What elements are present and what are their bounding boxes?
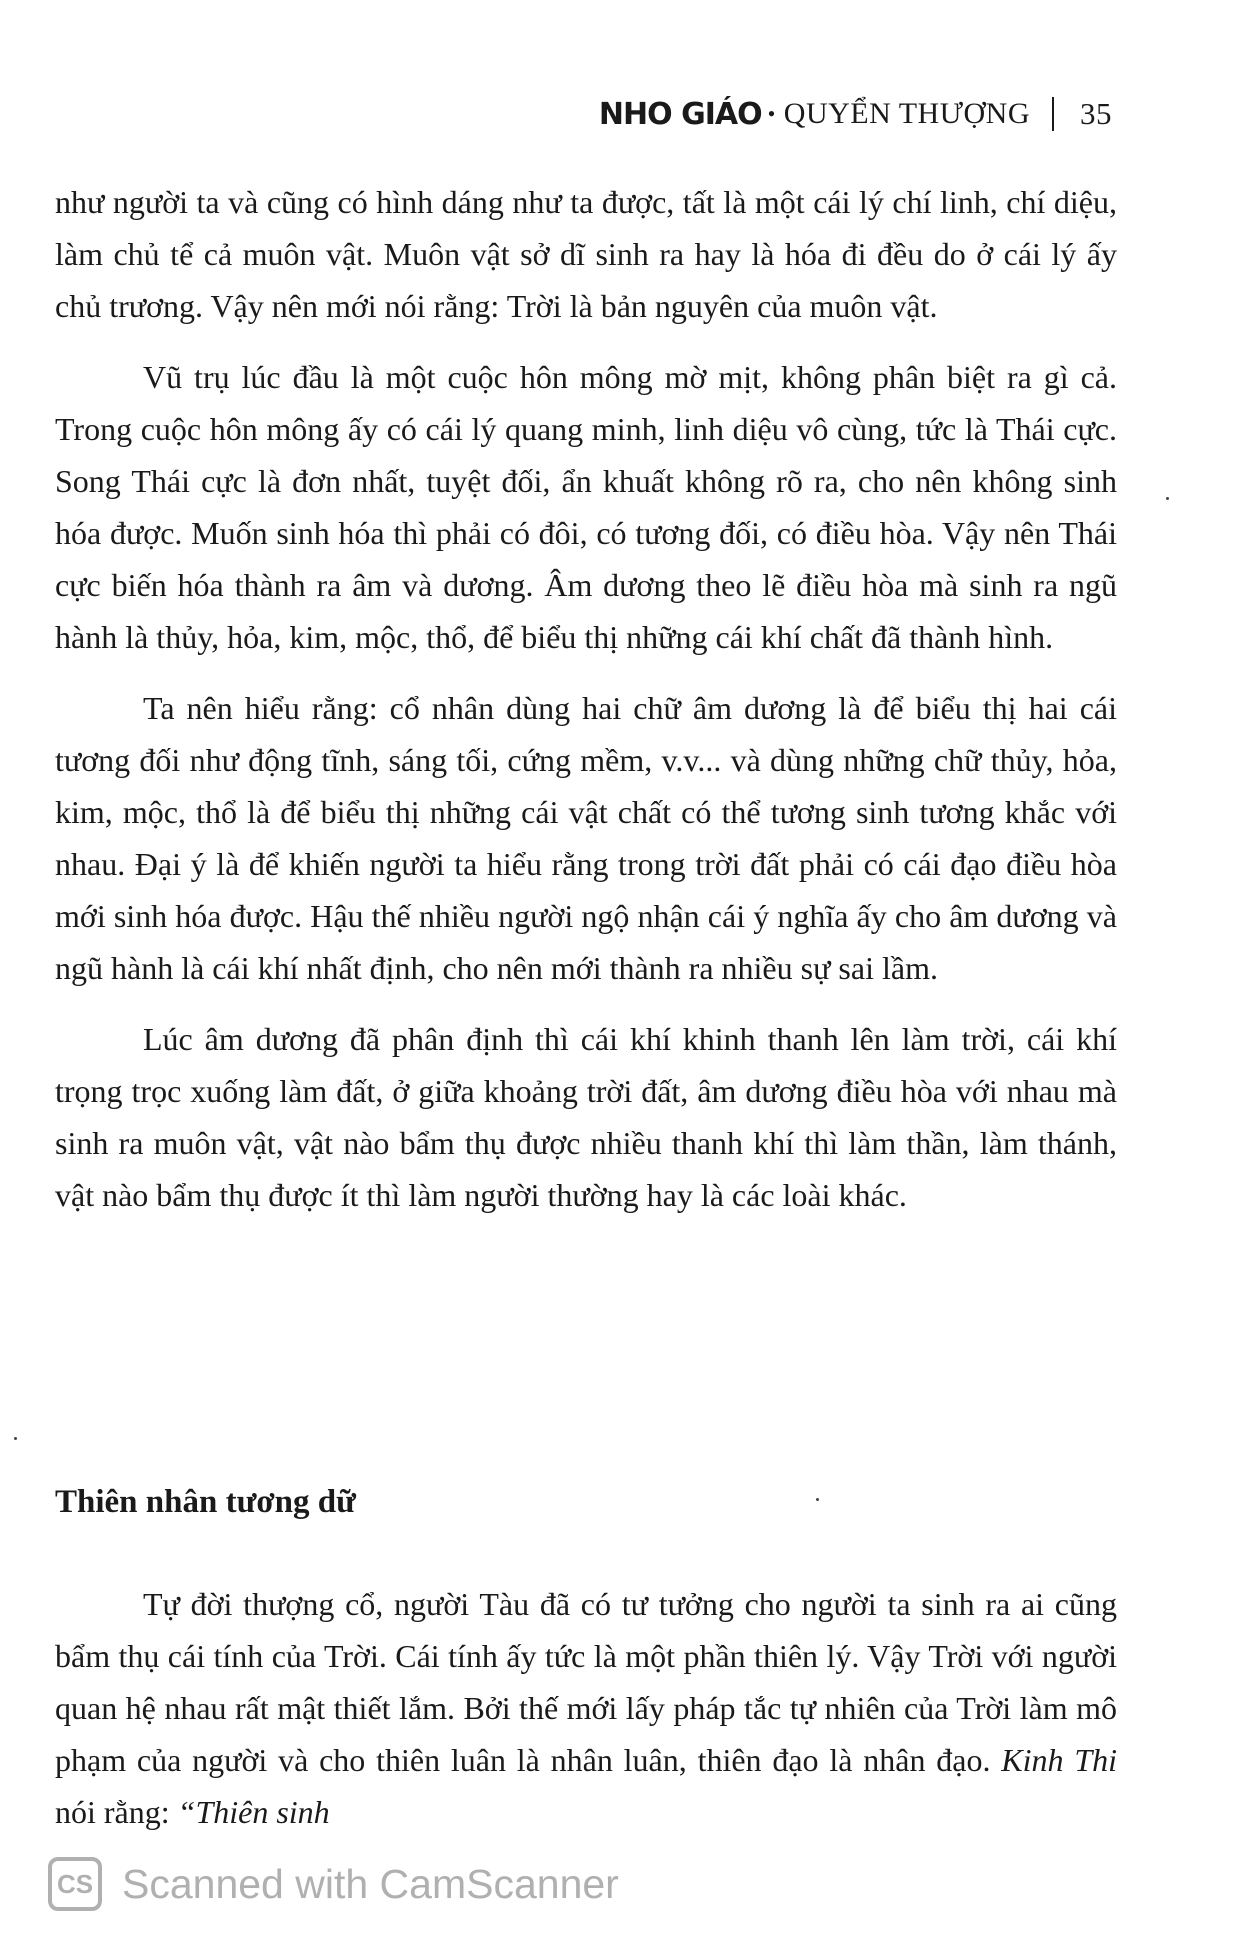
header-separator-dot: • [767, 101, 776, 126]
paragraph-3: Ta nên hiểu rằng: cổ nhân dùng hai chữ âm dương là để biểu thị hai cái tương đối như động tĩnh, sáng tối, cứng mềm, v.v... và dùng những chữ thủy, hỏa, kim, mộc, thổ là để biểu thị những cái vật chất có thể tương sinh tương khắc với nhau. Đại ý là để khiến người ta hiểu rằng trong trời đất phải có cái đạo điều hòa mới sinh hóa được. Hậu thế nhiều người ngộ nhận cái ý nghĩa ấy cho âm dương và ngũ hành là cái khí nhất định, cho nên mới thành ra nhiều sự sai lầm. [55, 690, 1117, 986]
paragraph-1: như người ta và cũng có hình dáng như ta được, tất là một cái lý chí linh, chí diệu, làm chủ tể cả muôn vật. Muôn vật sở dĩ sinh ra hay là hóa đi đều do ở cái lý ấy chủ trương. Vậy nên mới nói rằng: Trời là bản nguyên của muôn vật. [55, 184, 1117, 324]
page-number: 35 [1080, 96, 1112, 131]
scan-speck [14, 1437, 17, 1440]
book-title: NHO GIÁO [598, 96, 762, 132]
volume-name: QUYỂN THƯỢNG [783, 97, 1030, 130]
scan-speck [816, 1498, 819, 1501]
body-text [55, 176, 1117, 1240]
scan-speck [1166, 497, 1169, 500]
section-text-middle: nói rằng: [55, 1794, 178, 1830]
section-paragraph [55, 1578, 1117, 1838]
paragraph-2: Vũ trụ lúc đầu là một cuộc hôn mông mờ mịt, không phân biệt ra gì cả. Trong cuộc hôn mông ấy có cái lý quang minh, linh diệu vô cùng, tức là Thái cực. Song Thái cực là đơn nhất, tuyệt đối, ẩn khuất không rõ ra, cho nên không sinh hóa được. Muốn sinh hóa thì phải có đôi, có tương đối, có điều hòa. Vậy nên Thái cực biến hóa thành ra âm và dương. Âm dương theo lẽ điều hòa mà sinh ra ngũ hành là thủy, hỏa, kim, mộc, thổ, để biểu thị những cái khí chất đã thành hình. [55, 359, 1117, 655]
camscanner-watermark [48, 1857, 619, 1911]
section-text-start: Tự đời thượng cổ, người Tàu đã có tư tưởng cho người ta sinh ra ai cũng bẩm thụ cái tính của Trời. Cái tính ấy tức là một phần thiên lý. Vậy Trời với người quan hệ nhau rất mật thiết lắm. Bởi thế mới lấy pháp tắc tự nhiên của Trời làm mô phạm của người và cho thiên luân là nhân luân, thiên đạo là nhân đạo. [55, 1586, 1117, 1778]
camscanner-logo-icon: CS [48, 1857, 102, 1911]
cited-work-title: Kinh Thi [1001, 1742, 1118, 1778]
running-header [599, 96, 1112, 132]
quote-start: “Thiên sinh [177, 1794, 330, 1830]
section-body [55, 1578, 1117, 1838]
watermark-text: Scanned with CamScanner [122, 1860, 619, 1907]
header-divider [1052, 97, 1054, 131]
paragraph-4: Lúc âm dương đã phân định thì cái khí khinh thanh lên làm trời, cái khí trọng trọc xuống làm đất, ở giữa khoảng trời đất, âm dương điều hòa với nhau mà sinh ra muôn vật, vật nào bẩm thụ được nhiều thanh khí thì làm thần, làm thánh, vật nào bẩm thụ được ít thì làm người thường hay là các loài khác. [55, 1021, 1117, 1213]
section-heading: Thiên nhân tương dữ [55, 1484, 356, 1520]
